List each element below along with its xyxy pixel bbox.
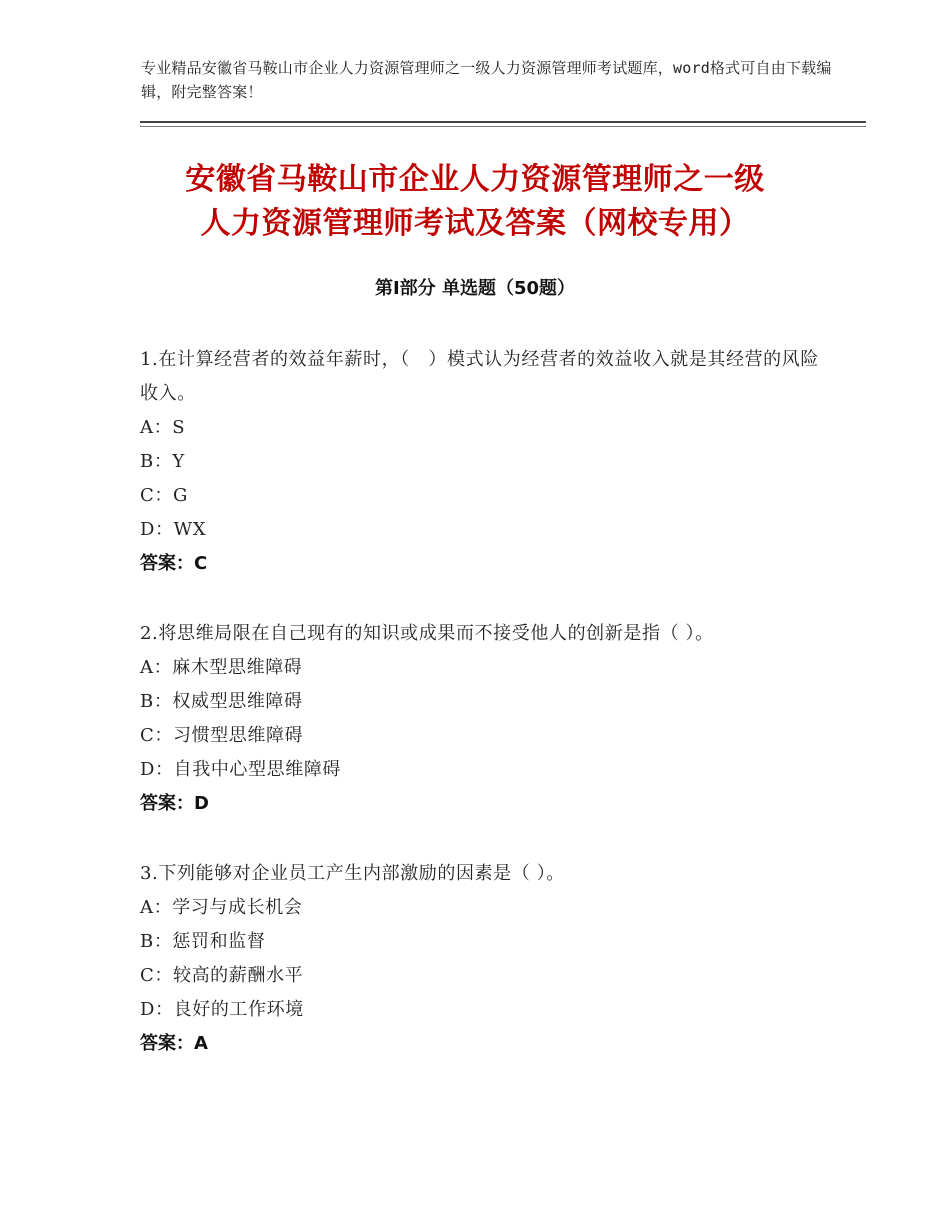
option-d: D：良好的工作环境 [140, 999, 304, 1020]
title-line-2: 人力资源管理师考试及答案（网校专用） [200, 206, 750, 241]
question-stem: 3.下列能够对企业员工产生内部激励的因素是（ ）。 [140, 863, 565, 884]
question-3 [140, 857, 820, 1061]
question-1 [140, 343, 820, 581]
question-list [140, 343, 820, 1097]
option-d: D：自我中心型思维障碍 [140, 759, 342, 780]
question-stem: 2.将思维局限在自己现有的知识或成果而不接受他人的创新是指（ ）。 [140, 623, 714, 644]
option-c: C：习惯型思维障碍 [140, 725, 304, 746]
header-note: 专业精品安徽省马鞍山市企业人力资源管理师之一级人力资源管理师考试题库，word格式可自由下载编辑，附完整答案！ [141, 59, 832, 101]
section-heading: 第Ⅰ部分 单选题（50题） [374, 278, 575, 299]
answer: 答案：D [140, 793, 209, 814]
option-b: B：Y [140, 451, 185, 472]
document-title [120, 158, 830, 246]
question-stem: 1.在计算经营者的效益年薪时，（ ）模式认为经营者的效益收入就是其经营的风险收入。 [140, 349, 819, 404]
option-b: B：权威型思维障碍 [140, 691, 303, 712]
question-2 [140, 617, 820, 821]
option-b: B：惩罚和监督 [140, 931, 266, 952]
option-c: C：G [140, 485, 188, 506]
option-c: C：较高的薪酬水平 [140, 965, 304, 986]
option-d: D：WX [140, 519, 207, 540]
option-a: A：麻木型思维障碍 [140, 657, 303, 678]
header-rule-thin [140, 126, 866, 127]
option-a: A：S [140, 417, 186, 438]
answer: 答案：A [140, 1033, 208, 1054]
answer: 答案：C [140, 553, 208, 574]
title-line-1: 安徽省马鞍山市企业人力资源管理师之一级 [185, 162, 765, 197]
option-a: A：学习与成长机会 [140, 897, 303, 918]
header-rule-thick [140, 121, 866, 123]
